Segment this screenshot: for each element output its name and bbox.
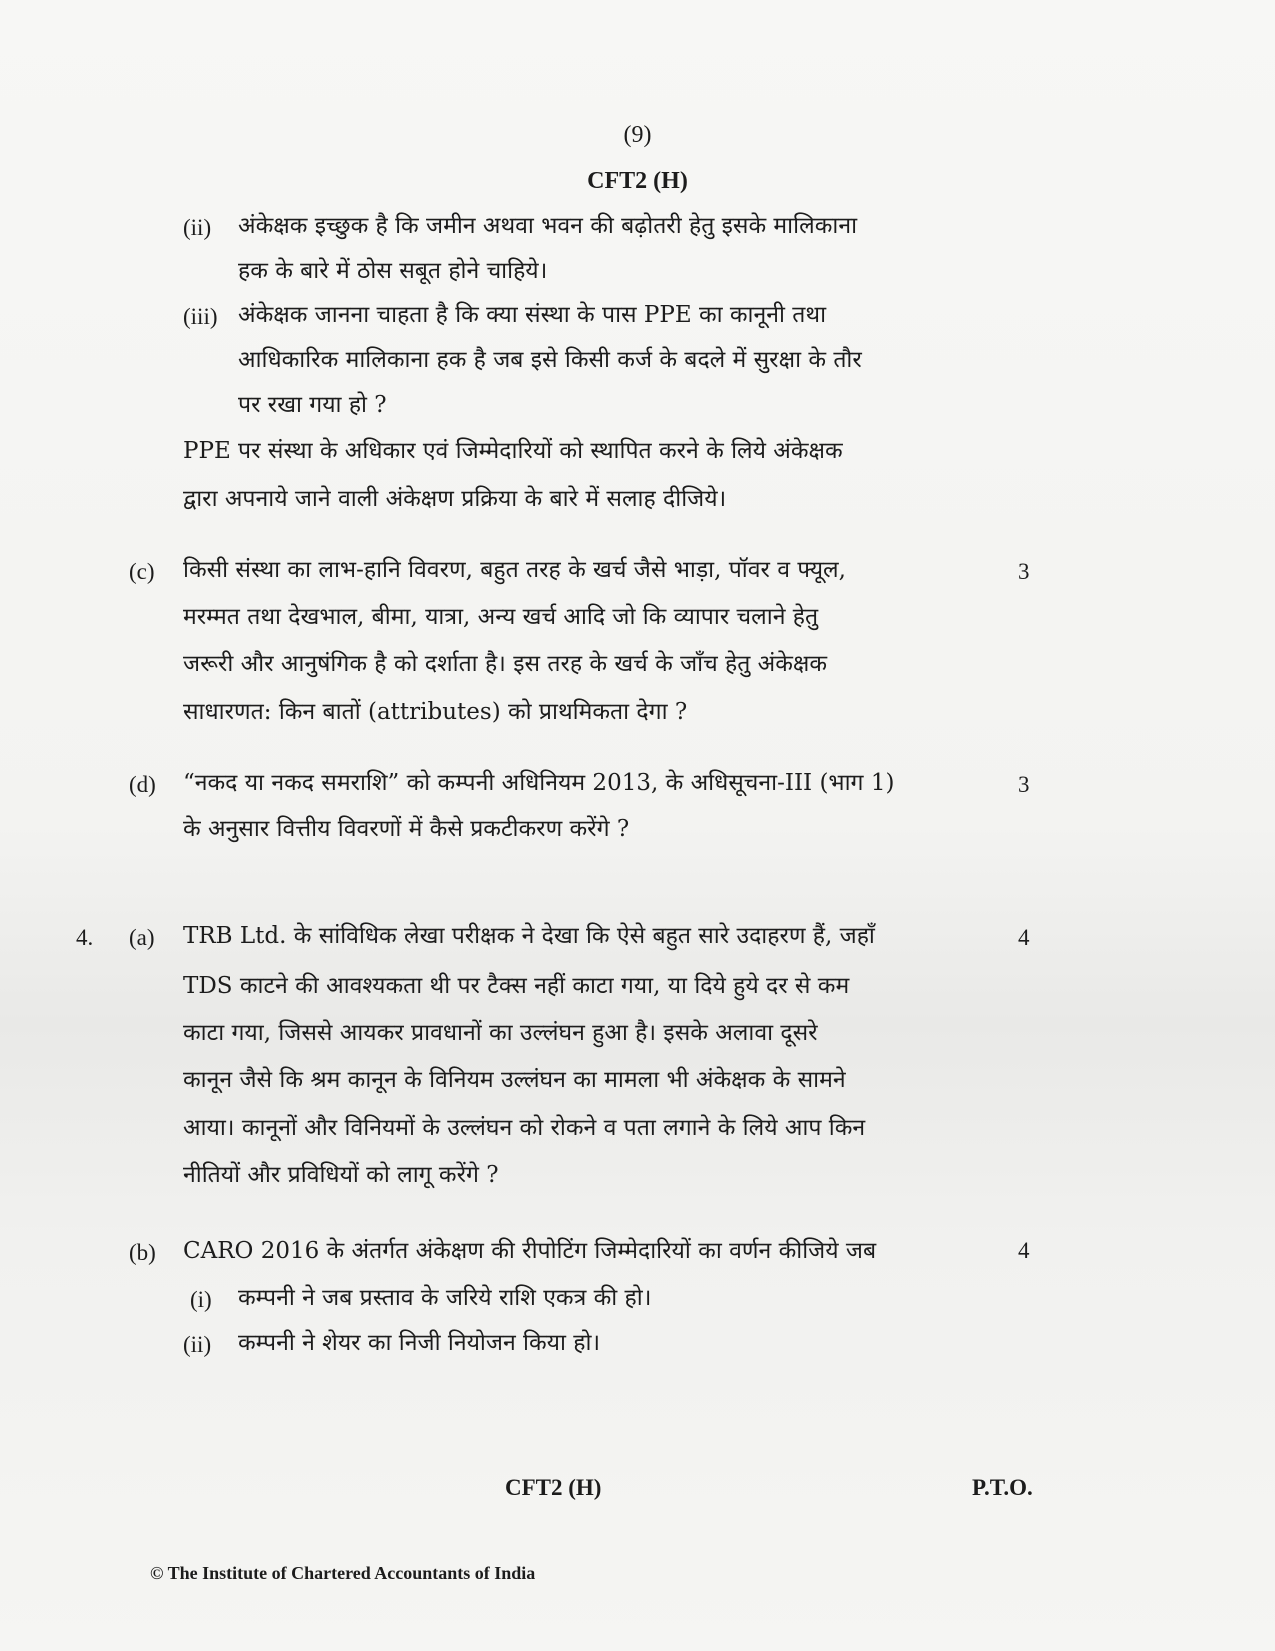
part-c-line-2: मरम्मत तथा देखभाल, बीमा, यात्रा, अन्य खर्च आदि जो कि व्यापार चलाने हेतु: [183, 604, 819, 630]
item-iii-line-3: पर रखा गया हो ?: [238, 392, 387, 418]
q4-part-a-line-3: काटा गया, जिससे आयकर प्रावधानों का उल्लंघन हुआ है। इसके अलावा दूसरे: [183, 1020, 818, 1046]
page-number: (9): [623, 122, 652, 148]
part-d-label: (d): [129, 772, 156, 797]
q4-part-a-line-1: TRB Ltd. के सांविधिक लेखा परीक्षक ने देखा कि ऐसे बहुत सारे उदाहरण हैं, जहाँ: [183, 923, 875, 949]
advice-line-1: PPE पर संस्था के अधिकार एवं जिम्मेदारियों को स्थापित करने के लिये अंकेक्षक: [183, 438, 843, 464]
part-d-line-1: “नकद या नकद समराशि” को कम्पनी अधिनियम 2013, के अधिसूचना-III (भाग 1): [183, 770, 895, 796]
q4-part-b-line-1: CARO 2016 के अंतर्गत अंकेक्षण की रीपोटिंग जिम्मेदारियों का वर्णन कीजिये जब: [183, 1238, 877, 1264]
q4-part-a-line-6: नीतियों और प्रविधियों को लागू करेंगे ?: [183, 1162, 499, 1188]
item-ii-line-1: अंकेक्षक इच्छुक है कि जमीन अथवा भवन की बढ़ोतरी हेतु इसके मालिकाना: [238, 213, 858, 239]
part-c-line-4: साधारणत: किन बातों (attributes) को प्राथमिकता देगा ?: [183, 699, 688, 725]
paper-code-footer: CFT2 (H): [505, 1475, 602, 1500]
part-d-marks: 3: [1018, 772, 1030, 797]
item-ii-line-2: हक के बारे में ठोस सबूत होने चाहिये।: [238, 258, 548, 284]
part-c-line-1: किसी संस्था का लाभ-हानि विवरण, बहुत तरह के खर्च जैसे भाड़ा, पॉवर व फ्यूल,: [183, 557, 846, 583]
q4-part-b-marks: 4: [1018, 1238, 1030, 1263]
item-iii-line-2: आधिकारिक मालिकाना हक है जब इसे किसी कर्ज के बदले में सुरक्षा के तौर: [238, 347, 862, 373]
q4-part-a-line-5: आया। कानूनों और विनियमों के उल्लंघन को रोकने व पता लगाने के लिये आप किन: [183, 1115, 866, 1141]
paper-code-header: CFT2 (H): [587, 168, 688, 194]
part-c-line-3: जरूरी और आनुषंगिक है को दर्शाता है। इस तरह के खर्च के जाँच हेतु अंकेक्षक: [183, 651, 828, 677]
copyright-notice: © The Institute of Chartered Accountants of India: [150, 1563, 536, 1583]
q4-part-a-line-2: TDS काटने की आवश्यकता थी पर टैक्स नहीं काटा गया, या दिये हुये दर से कम: [183, 973, 850, 999]
part-c-label: (c): [129, 559, 155, 584]
part-c-marks: 3: [1018, 559, 1030, 584]
q4-part-b-label: (b): [129, 1240, 156, 1265]
item-ii-label: (ii): [183, 215, 212, 240]
q4-part-b-i-text: कम्पनी ने जब प्रस्ताव के जरिये राशि एकत्र की हो।: [238, 1285, 652, 1311]
item-iii-label: (iii): [183, 304, 218, 329]
q4-part-a-marks: 4: [1018, 925, 1030, 950]
advice-line-2: द्वारा अपनाये जाने वाली अंकेक्षण प्रक्रिया के बारे में सलाह दीजिये।: [183, 486, 727, 512]
item-iii-line-1: अंकेक्षक जानना चाहता है कि क्या संस्था के पास PPE का कानूनी तथा: [238, 302, 827, 328]
question-4-number: 4.: [76, 925, 94, 950]
q4-part-b-ii-text: कम्पनी ने शेयर का निजी नियोजन किया हो।: [238, 1330, 601, 1356]
part-d-line-2: के अनुसार वित्तीय विवरणों में कैसे प्रकटीकरण करेंगे ?: [183, 816, 630, 842]
q4-part-b-ii-label: (ii): [183, 1332, 212, 1357]
q4-part-b-i-label: (i): [190, 1287, 212, 1312]
pto-label: P.T.O.: [972, 1475, 1033, 1500]
q4-part-a-line-4: कानून जैसे कि श्रम कानून के विनियम उल्लंघन का मामला भी अंकेक्षक के सामने: [183, 1067, 846, 1093]
q4-part-a-label: (a): [129, 925, 155, 950]
